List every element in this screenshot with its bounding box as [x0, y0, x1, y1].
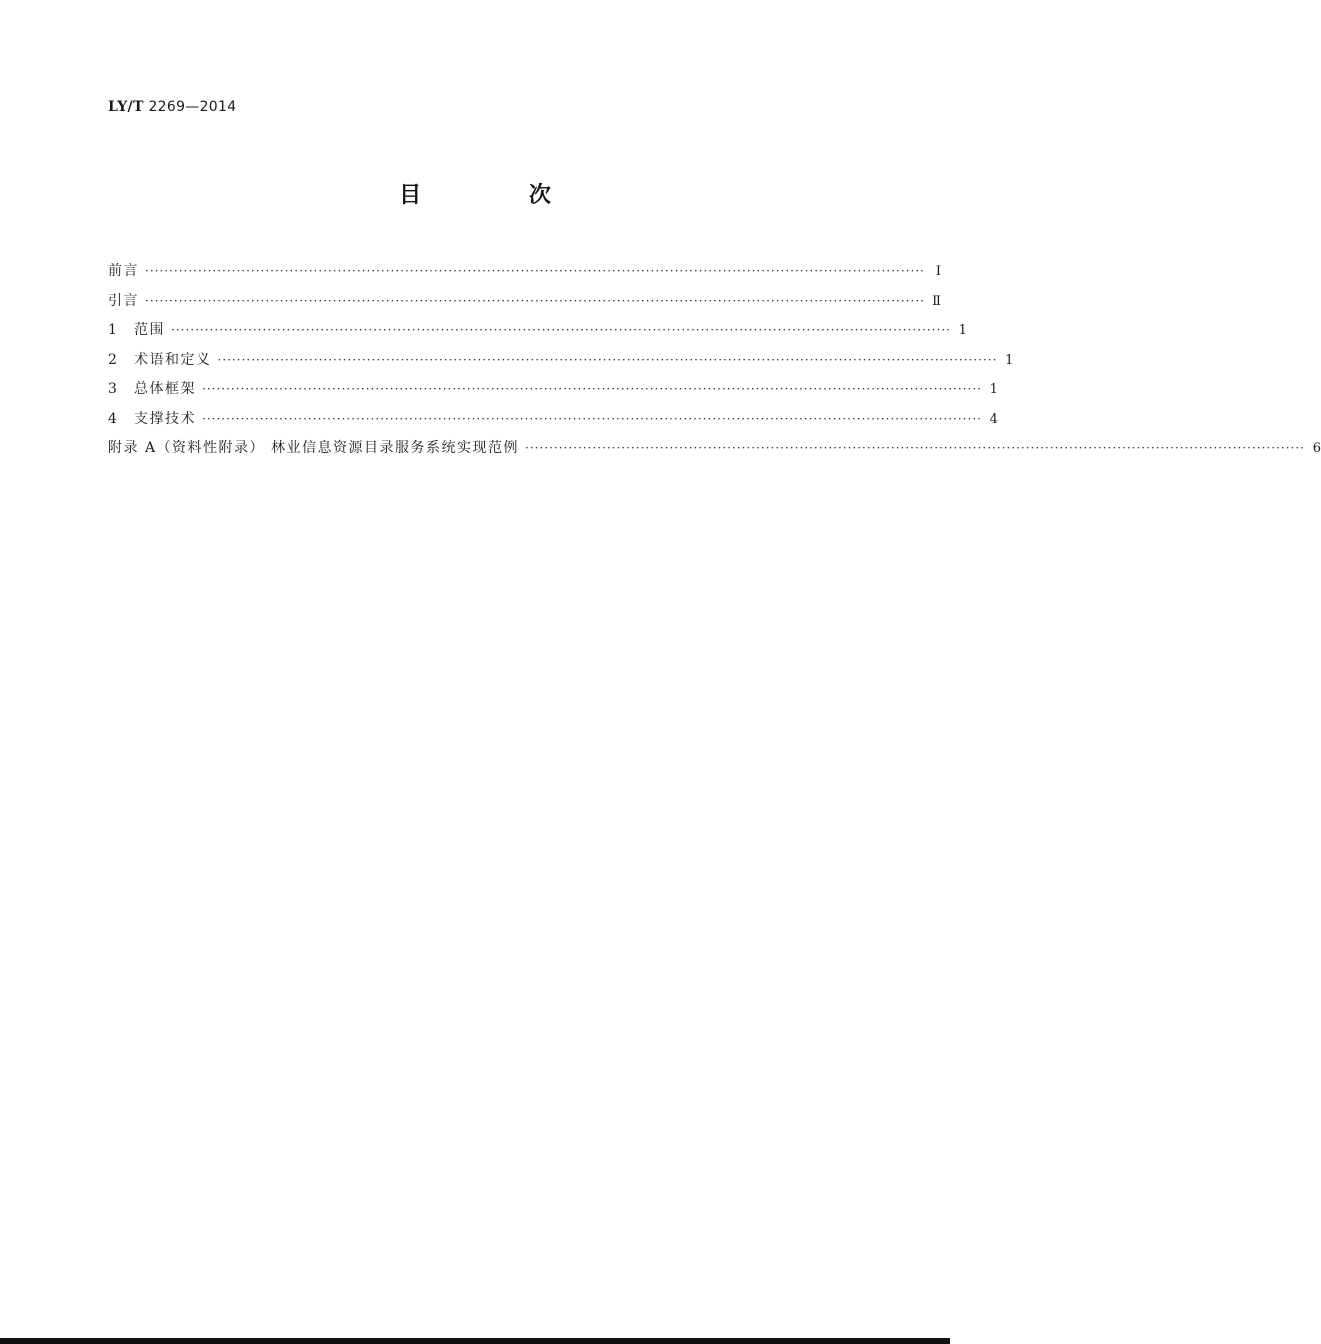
toc-dot-leader: ·································································································································································· [171, 323, 951, 337]
toc-entry-page: Ⅱ [932, 293, 941, 309]
toc-entry-page: 1 [1005, 352, 1014, 368]
toc-entry-label: 范围 [134, 322, 165, 338]
toc-entry-page: 1 [989, 382, 998, 397]
bottom-border-rule [0, 1338, 950, 1344]
toc-entry-appendix-a[interactable] [108, 434, 1321, 464]
toc-entry-label: 术语和定义 [134, 351, 212, 368]
toc-dot-leader: ·································································································································································· [202, 382, 982, 396]
toc-entry-label: 附录 A（资料性附录） 林业信息资源目录服务系统实现范例 [108, 440, 520, 456]
toc-entry-number: 3 [108, 381, 117, 397]
toc-dot-leader: ·································································································································································· [145, 293, 925, 308]
toc-dot-leader: ·································································································································································· [525, 441, 1305, 455]
toc-entry-label: 前言 [108, 263, 139, 279]
toc-entry-supporting-tech[interactable] [108, 405, 998, 435]
toc-entry-framework[interactable] [108, 375, 998, 405]
toc-entry-label: 引言 [108, 292, 139, 309]
toc-list [108, 257, 1321, 464]
toc-entry-number: 1 [108, 322, 117, 338]
standard-code-prefix: LY/T [108, 99, 144, 115]
toc-entry-page: Ⅰ [935, 264, 941, 279]
toc-dot-leader: ·································································································································································· [202, 411, 982, 426]
toc-dot-leader: ·································································································································································· [145, 264, 925, 278]
toc-entry-number: 4 [108, 410, 117, 427]
toc-entry-label: 支撑技术 [134, 410, 196, 427]
standard-code-number: 2269—2014 [148, 99, 237, 115]
standard-code [108, 99, 236, 115]
toc-entry-terms[interactable] [108, 346, 1014, 376]
toc-entry-scope[interactable] [108, 316, 967, 346]
toc-dot-leader: ·································································································································································· [217, 352, 998, 367]
toc-entry-page: 1 [958, 323, 967, 338]
toc-entry-page: 6 [1312, 441, 1321, 456]
toc-title: 目 次 [399, 183, 601, 208]
toc-entry-introduction[interactable] [108, 287, 941, 317]
toc-entry-foreword[interactable] [108, 257, 941, 287]
toc-entry-page: 4 [989, 411, 998, 427]
toc-entry-number: 2 [108, 351, 117, 368]
toc-entry-label: 总体框架 [134, 381, 196, 397]
